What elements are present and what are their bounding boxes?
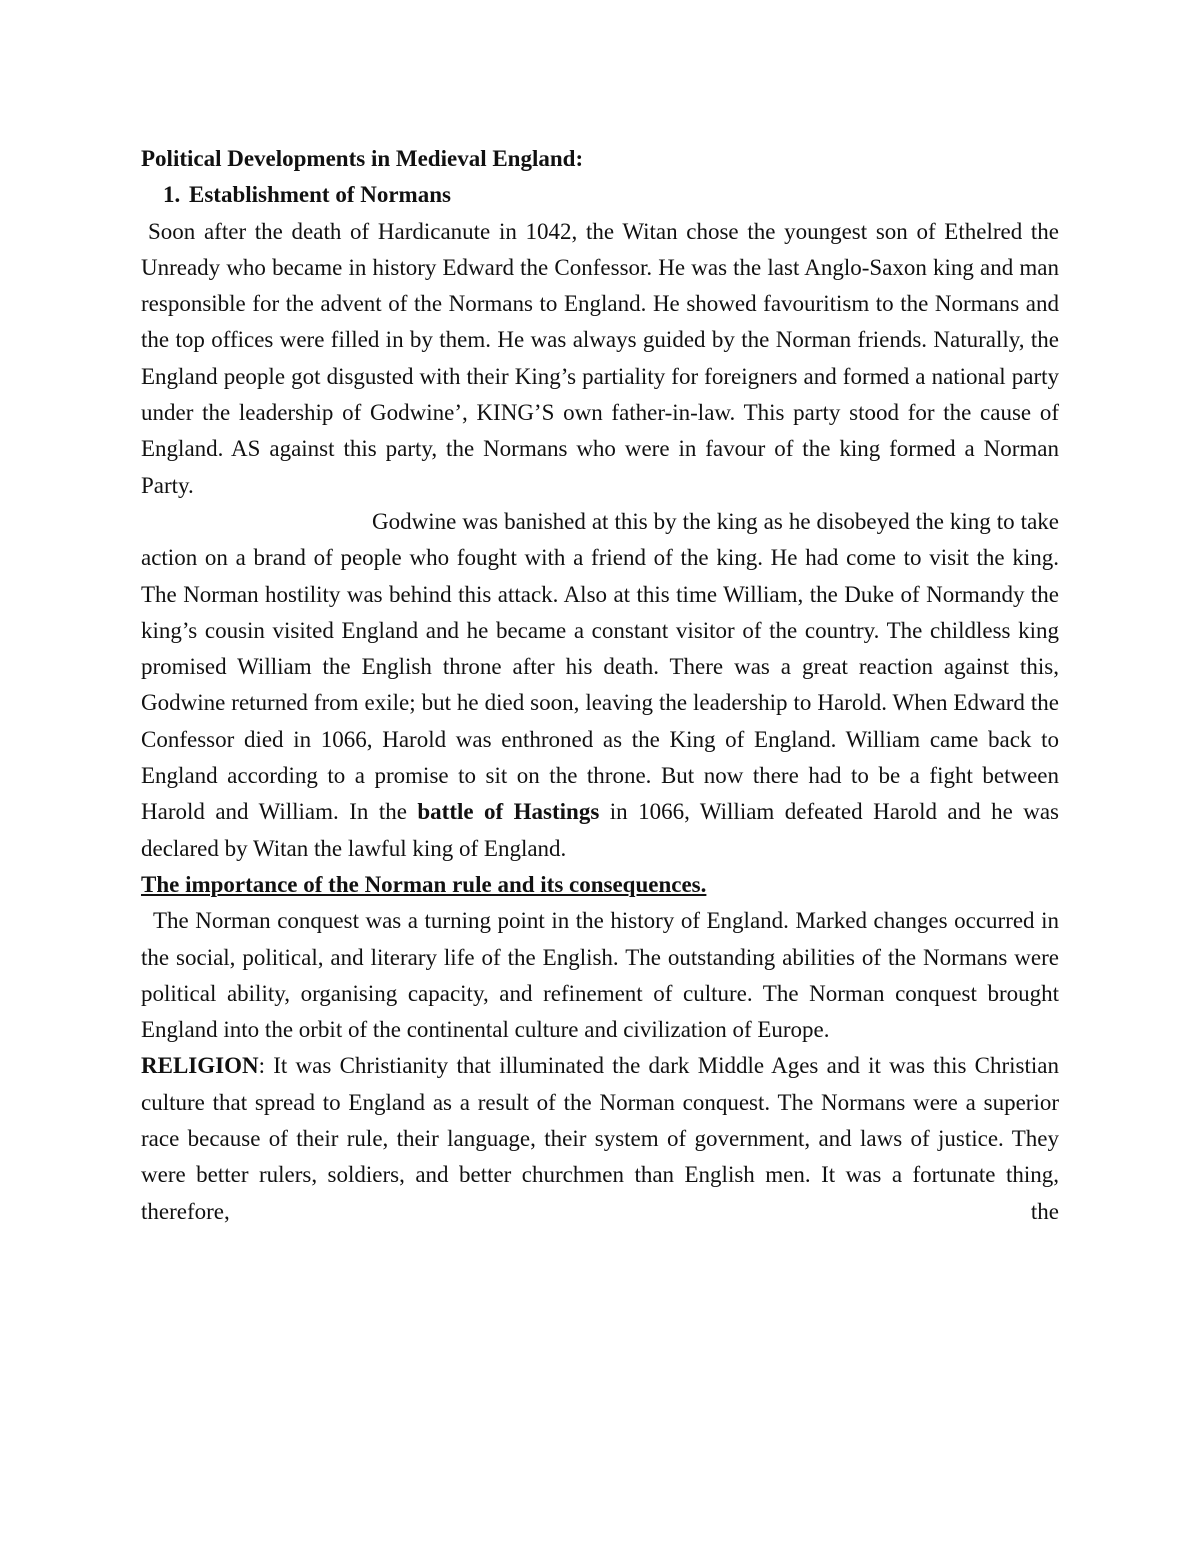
paragraph-edward-confessor: Soon after the death of Hardicanute in 1042, the Witan chose the youngest son of Ethelred the Unready who became in history Edward the Confessor. He was the last Anglo-Saxon king and man responsible for the advent of the Normans to England. He showed favouritism to the Normans and the top offices were filled in by them. He was always guided by the Norman friends. Naturally, the England people got disgusted with their King’s partiality for foreigners and formed a national party under the leadership of Godwine’, KING’S own father-in-law. This party stood for the cause of England. AS against this party, the Normans who were in favour of the king formed a Norman Party. [141,218,1059,498]
list-number: 1. [163,182,181,208]
paragraph-religion [141,1048,1059,1229]
paragraph-text: in 1066, William defeated Harold and he was declared by Witan the lawful king of England. [141,799,1059,861]
paragraph-godwine-harold [141,504,1059,867]
paragraph-norman-conquest: The Norman conquest was a turning point in the history of England. Marked changes occurred in the social, political, and literary life of the English. The outstanding abilities of the Normans were political ability, organising capacity, and refinement of culture. The Norman conquest brought England into the orbit of the continental culture and civilization of Europe. [141,908,1059,1043]
paragraph-text: : It was Christianity that illuminated the dark Middle Ages and it was this Christian culture that spread to England as a result of the Norman conquest. The Normans were a superior race because of their rule, their language, their system of government, and laws of justice. They were better rulers, soldiers, and better churchmen than English men. It was a fortunate thing, therefore, the [141,1053,1059,1224]
bold-term-battle: battle of Hastings [417,799,600,825]
paragraph-text: Godwine was banished at this by the king as he disobeyed the king to take action on a brand of people who fought with a friend of the king. He had come to visit the king. The Norman hostility was behind this attack. Also at this time William, the Duke of Normandy the king’s cousin visited England and he became a constant visitor of the country. The childless king promised William the English throne after his death. There was a great reaction against this, Godwine returned from exile; but he died soon, leaving the leadership to Harold. When Edward the Confessor died in 1066, Harold was enthroned as the King of England. William came back to England according to a promise to sit on the throne. But now there had to be a fight between Harold and William. In the [141,508,1059,825]
religion-label: RELIGION [141,1053,259,1079]
document-title: Political Developments in Medieval England: [141,146,584,171]
document-page [141,141,1059,1230]
list-heading-text: Establishment of Normans [189,182,451,208]
section-heading-norman-rule: The importance of the Norman rule and its consequences. [141,871,707,897]
section-heading-establishment [141,177,1059,213]
